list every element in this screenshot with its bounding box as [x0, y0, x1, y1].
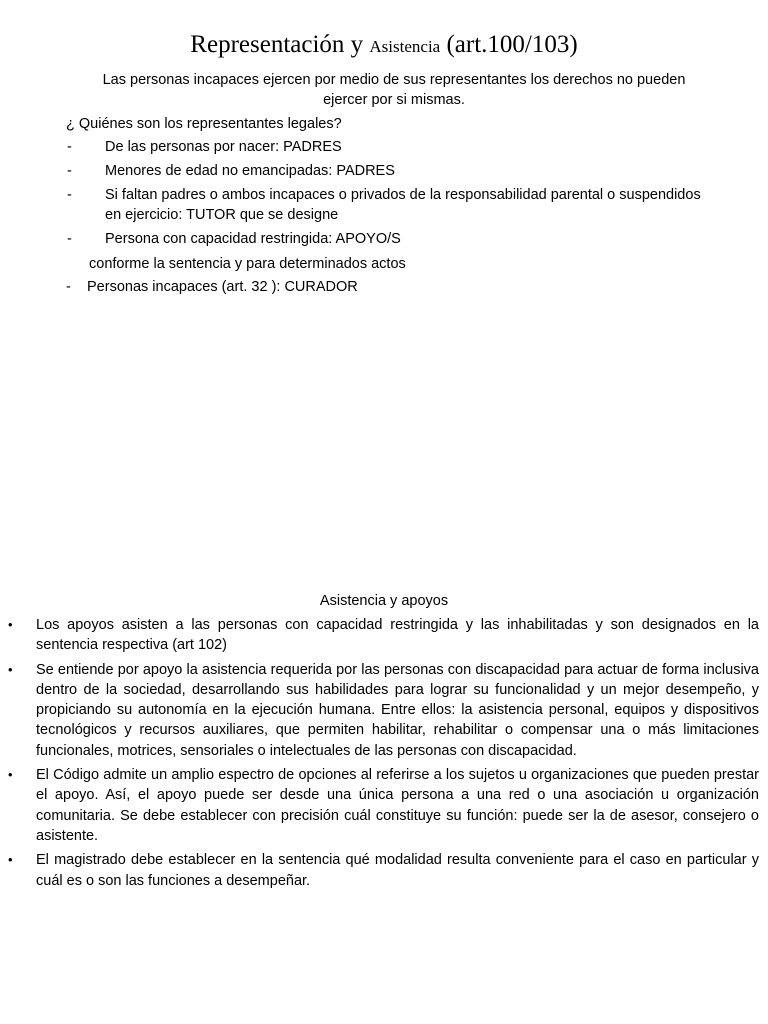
list-item-text: Persona con capacidad restringida: APOYO/S: [105, 231, 401, 247]
list-item: [66, 137, 706, 157]
list-item: [66, 185, 706, 225]
representatives-list: [66, 137, 706, 253]
bullet-marker: •: [8, 852, 13, 868]
dash-marker: -: [67, 139, 72, 155]
bullet-text: Los apoyos asisten a las personas con capacidad restringida y las inhabilitadas y son designados en la sentencia respectiva (art 102): [36, 617, 759, 654]
section-heading: Asistencia y apoyos: [319, 593, 449, 609]
dash-marker: -: [66, 279, 71, 295]
bullet-item: [8, 765, 759, 846]
list-item-text: Menores de edad no emancipadas: PADRES: [105, 163, 395, 179]
list-item: [66, 161, 706, 181]
bullet-item: [8, 615, 759, 656]
bullet-text: El magistrado debe establecer en la sentencia qué modalidad resulta conveniente para el caso en particular y cuál es o son las funciones a desempeñar.: [36, 852, 759, 889]
list-item-text: De las personas por nacer: PADRES: [105, 139, 342, 155]
list-item-text: Personas incapaces (art. 32 ): CURADOR: [87, 279, 358, 295]
dash-marker: -: [67, 231, 72, 247]
list-item-curador: [66, 277, 358, 297]
list-item-text: Si faltan padres o ambos incapaces o privados de la responsabilidad parental o suspendidos en ejercicio: TUTOR que se designe: [105, 187, 701, 223]
title-part-2: (art.100/103): [440, 31, 578, 58]
bullet-marker: •: [8, 661, 13, 677]
bullet-marker: •: [8, 617, 13, 632]
intro-paragraph: Las personas incapaces ejercen por medio de sus representantes los derechos no pueden ejercer por si mismas.: [102, 72, 686, 108]
continuation-text: conforme la sentencia y para determinados actos: [89, 256, 406, 272]
question-heading: ¿ Quiénes son los representantes legales?: [66, 116, 342, 132]
page-title: [0, 30, 768, 62]
list-item: [66, 229, 706, 249]
bullet-marker: •: [8, 767, 13, 783]
bullet-item: [8, 850, 759, 891]
bullet-list: [8, 615, 759, 895]
dash-marker: -: [67, 187, 72, 203]
bullet-text: Se entiende por apoyo la asistencia requerida por las personas con discapacidad para actuar de forma inclusiva dentro de la sociedad, desarrollando sus habilidades para lograr su funcionalidad y un mejor desempeño, y propiciando su autonomía en la ejecución humana. Entre ellos: la asistencia personal, equipos y dispositivos tecnológicos y recursos auxiliares, que permiten habilitar, rehabilitar o compensar una o más limitaciones funcionales, motrices, sensoriales o intelectuales de las personas con discapacidad.: [36, 661, 759, 759]
dash-marker: -: [67, 163, 72, 179]
bullet-text: El Código admite un amplio espectro de opciones al referirse a los sujetos u organizaciones que pueden prestar el apoyo. Así, el apoyo puede ser desde una única persona a una red o una asociación u organización comunitaria. Se debe establecer con precisión cuál constituye su función: puede ser la de asesor, consejero o asistente.: [36, 767, 759, 844]
title-small-word: Asistencia: [369, 37, 441, 56]
bullet-item: [8, 660, 759, 761]
title-part-1: Representación y: [190, 31, 370, 58]
